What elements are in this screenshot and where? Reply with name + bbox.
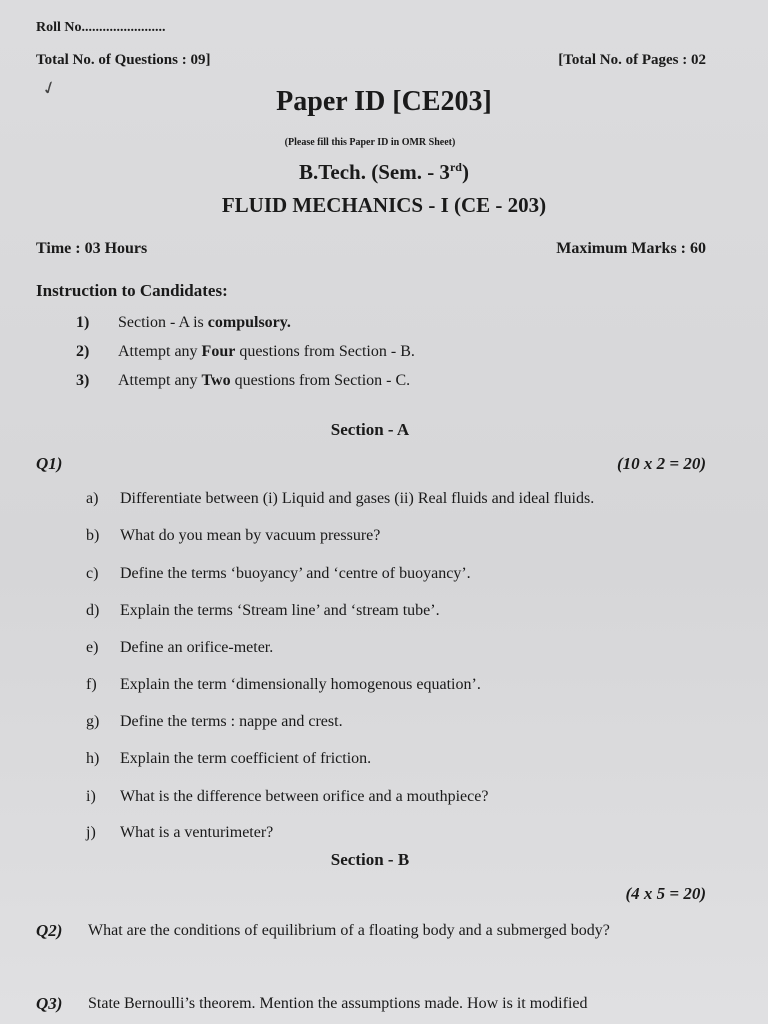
total-questions: Total No. of Questions : 09] (36, 52, 211, 68)
sub-question-text: Define the terms ‘buoyancy’ and ‘centre of buoyancy’. (120, 565, 471, 582)
sub-question-letter: d) (86, 602, 100, 619)
instruction-emphasis: Two (201, 372, 231, 389)
sub-question-text: Define an orifice-meter. (120, 639, 274, 656)
subject-title: FLUID MECHANICS - I (CE - 203) (221, 193, 547, 217)
sub-question-letter: b) (86, 527, 100, 544)
instruction-item (76, 372, 410, 390)
maximum-marks: Maximum Marks : 60 (556, 240, 706, 257)
course-close: ) (461, 160, 469, 184)
instruction-text-end: questions from Section - C. (230, 372, 411, 389)
roll-number-field: Roll No........................ (36, 20, 166, 35)
instruction-text: Attempt any (118, 343, 202, 360)
omr-fill-note: (Please fill this Paper ID in OMR Sheet) (284, 137, 456, 148)
sub-question-letter: e) (86, 639, 99, 656)
sub-question-text: Explain the terms ‘Stream line’ and ‘stream tube’. (120, 602, 440, 619)
sub-question (86, 639, 273, 657)
instruction-number: 1) (76, 314, 90, 331)
sub-question-text: Differentiate between (i) Liquid and gases (ii) Real fluids and ideal fluids. (120, 490, 595, 507)
section-a-heading: Section - A (330, 420, 410, 439)
sub-question-letter: a) (86, 490, 99, 507)
sub-question (86, 565, 471, 583)
paper-id-title: Paper ID [CE203] (276, 86, 492, 117)
sub-question (86, 490, 594, 508)
sub-question (86, 602, 440, 620)
instruction-item (76, 343, 415, 361)
sub-question (86, 527, 380, 545)
course-label: B.Tech. (Sem. - 3 (299, 160, 450, 184)
sub-question (86, 676, 481, 694)
sub-question-letter: j) (86, 824, 96, 841)
instruction-text: Section - A is (118, 314, 208, 331)
instruction-emphasis: compulsory. (207, 314, 291, 331)
instruction-number: 2) (76, 343, 90, 360)
course-semester (0, 160, 768, 185)
sub-question-letter: h) (86, 750, 100, 767)
sub-question (86, 713, 343, 731)
sub-question (86, 824, 273, 842)
question-number: Q1) (36, 454, 63, 473)
instruction-emphasis: Four (201, 343, 236, 360)
sub-question-letter: g) (86, 713, 100, 730)
pen-mark: ✓ (38, 76, 60, 101)
instructions-heading: Instruction to Candidates: (36, 281, 228, 300)
sub-question-text: What is the difference between orifice and a mouthpiece? (120, 788, 489, 805)
sub-question-text: What is a venturimeter? (120, 824, 274, 841)
section-b-heading: Section - B (330, 850, 410, 869)
sub-question-text: What do you mean by vacuum pressure? (120, 527, 381, 544)
sub-question-letter: c) (86, 565, 99, 582)
question-marks: (10 x 2 = 20) (616, 454, 706, 473)
course-superscript: rd (449, 160, 462, 174)
question-number: Q3) (36, 994, 63, 1013)
sub-question (86, 750, 371, 768)
sub-question-text: Explain the term coefficient of friction. (120, 750, 372, 767)
instruction-number: 3) (76, 372, 90, 389)
instruction-text: Attempt any (118, 372, 202, 389)
sub-question-text: Explain the term ‘dimensionally homogenous equation’. (120, 676, 481, 693)
sub-question (86, 788, 488, 806)
sub-question-text: Define the terms : nappe and crest. (120, 713, 343, 730)
sub-question-letter: f) (86, 676, 97, 693)
question-text: State Bernoulli’s theorem. Mention the assumptions made. How is it modified (88, 995, 588, 1012)
question-text: What are the conditions of equilibrium of a floating body and a submerged body? (88, 922, 610, 939)
question-number: Q2) (36, 921, 63, 940)
section-b-marks: (4 x 5 = 20) (625, 884, 706, 903)
exam-time: Time : 03 Hours (36, 240, 148, 257)
instruction-text-end: questions from Section - B. (235, 343, 415, 360)
total-pages: [Total No. of Pages : 02 (558, 52, 706, 68)
instruction-item (76, 314, 291, 332)
sub-question-letter: i) (86, 788, 96, 805)
